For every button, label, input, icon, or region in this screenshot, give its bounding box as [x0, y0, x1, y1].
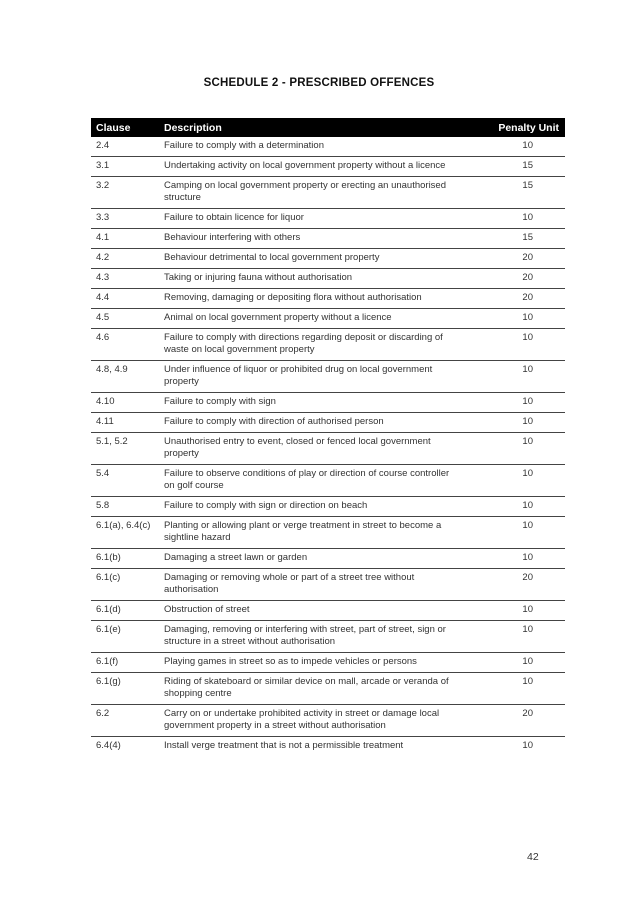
- table-row: [91, 137, 565, 157]
- clause-cell: 6.1(b): [96, 552, 121, 563]
- penalty-cell: 10: [522, 212, 533, 223]
- table-row: [91, 653, 565, 673]
- table-row: [91, 673, 565, 705]
- clause-cell: 5.1, 5.2: [96, 436, 128, 447]
- description-cell: Failure to obtain licence for liquor: [164, 212, 304, 223]
- penalty-cell: 10: [522, 140, 533, 151]
- table-row: [91, 157, 565, 177]
- table-body: [91, 137, 565, 756]
- table-row: [91, 433, 565, 465]
- description-cell: Undertaking activity on local government property without a licence: [164, 160, 446, 171]
- penalty-cell: 10: [522, 604, 533, 615]
- description-cell: Failure to comply with sign: [164, 396, 276, 407]
- table-row: [91, 549, 565, 569]
- table-row: [91, 465, 565, 497]
- penalty-cell: 15: [522, 160, 533, 171]
- table-row: [91, 289, 565, 309]
- clause-cell: 4.3: [96, 272, 110, 283]
- penalty-cell: 20: [522, 272, 533, 283]
- penalty-cell: 10: [522, 500, 533, 511]
- clause-cell: 5.4: [96, 468, 110, 479]
- table-row: [91, 177, 565, 209]
- penalty-cell: 10: [522, 552, 533, 563]
- clause-cell: 6.1(a), 6.4(c): [96, 520, 151, 531]
- table-row: [91, 497, 565, 517]
- clause-cell: 3.1: [96, 160, 110, 171]
- penalty-cell: 10: [522, 740, 533, 751]
- clause-cell: 3.3: [96, 212, 110, 223]
- description-cell: Failure to comply with sign or direction on beach: [164, 500, 368, 511]
- clause-cell: 6.1(e): [96, 624, 121, 635]
- table-row: [91, 309, 565, 329]
- penalty-cell: 10: [522, 332, 533, 343]
- description-cell: Failure to observe conditions of play or direction of course controller on golf course: [164, 468, 450, 491]
- table-row: [91, 517, 565, 549]
- table-row: [91, 361, 565, 393]
- clause-cell: 4.4: [96, 292, 110, 303]
- clause-cell: 4.1: [96, 232, 110, 243]
- penalty-cell: 10: [522, 436, 533, 447]
- description-cell: Playing games in street so as to impede vehicles or persons: [164, 656, 417, 667]
- description-cell: Camping on local government property or erecting an unauthorised structure: [164, 180, 446, 203]
- description-cell: Unauthorised entry to event, closed or fenced local government property: [164, 436, 431, 459]
- description-cell: Removing, damaging or depositing flora without authorisation: [164, 292, 422, 303]
- penalty-cell: 10: [522, 676, 533, 687]
- penalty-cell: 10: [522, 520, 533, 531]
- description-cell: Failure to comply with a determination: [164, 140, 324, 151]
- clause-cell: 6.2: [96, 708, 110, 719]
- description-cell: Install verge treatment that is not a permissible treatment: [164, 740, 404, 751]
- penalty-cell: 15: [522, 180, 533, 191]
- table-row: [91, 269, 565, 289]
- clause-cell: 6.1(c): [96, 572, 121, 583]
- header-description: Description: [159, 118, 458, 137]
- clause-cell: 4.8, 4.9: [96, 364, 128, 375]
- description-cell: Taking or injuring fauna without authorisation: [164, 272, 353, 283]
- penalty-cell: 10: [522, 468, 533, 479]
- description-cell: Damaging or removing whole or part of a street tree without authorisation: [164, 572, 415, 595]
- clause-cell: 6.4(4): [96, 740, 121, 751]
- penalty-cell: 10: [522, 624, 533, 635]
- penalty-cell: 20: [522, 292, 533, 303]
- clause-cell: 3.2: [96, 180, 110, 191]
- penalty-cell: 10: [522, 312, 533, 323]
- description-cell: Damaging a street lawn or garden: [164, 552, 308, 563]
- table-row: [91, 705, 565, 737]
- description-cell: Failure to comply with directions regarding deposit or discarding of waste on local government property: [164, 332, 443, 355]
- page-title: SCHEDULE 2 - PRESCRIBED OFFENCES: [203, 77, 435, 89]
- table-row: [91, 249, 565, 269]
- description-cell: Obstruction of street: [164, 604, 250, 615]
- page-number: 42: [527, 851, 539, 863]
- header-clause: Clause: [91, 118, 159, 137]
- description-cell: Failure to comply with direction of authorised person: [164, 416, 384, 427]
- header-penalty-unit: Penalty Unit: [458, 118, 565, 137]
- description-cell: Behaviour interfering with others: [164, 232, 301, 243]
- clause-cell: 4.5: [96, 312, 110, 323]
- table-row: [91, 601, 565, 621]
- clause-cell: 4.11: [96, 416, 114, 427]
- clause-cell: 6.1(g): [96, 676, 121, 687]
- clause-cell: 4.2: [96, 252, 110, 263]
- penalty-cell: 10: [522, 416, 533, 427]
- table-header-row: [91, 118, 565, 137]
- clause-cell: 4.6: [96, 332, 110, 343]
- table-row: [91, 621, 565, 653]
- penalty-cell: 10: [522, 396, 533, 407]
- description-cell: Planting or allowing plant or verge treatment in street to become a sightline hazard: [164, 520, 442, 543]
- clause-cell: 2.4: [96, 140, 110, 151]
- clause-cell: 4.10: [96, 396, 115, 407]
- penalty-cell: 20: [522, 252, 533, 263]
- description-cell: Under influence of liquor or prohibited drug on local government property: [164, 364, 433, 387]
- description-cell: Behaviour detrimental to local government property: [164, 252, 380, 263]
- clause-cell: 6.1(f): [96, 656, 119, 667]
- penalty-cell: 10: [522, 656, 533, 667]
- penalty-cell: 15: [522, 232, 533, 243]
- penalty-cell: 20: [522, 572, 533, 583]
- offences-table: [91, 118, 565, 756]
- description-cell: Animal on local government property without a licence: [164, 312, 392, 323]
- clause-cell: 5.8: [96, 500, 110, 511]
- penalty-cell: 20: [522, 708, 533, 719]
- description-cell: Damaging, removing or interfering with street, part of street, sign or structure in a street without authorisation: [164, 624, 446, 647]
- table-row: [91, 209, 565, 229]
- table-row: [91, 413, 565, 433]
- clause-cell: 6.1(d): [96, 604, 121, 615]
- penalty-cell: 10: [522, 364, 533, 375]
- table-row: [91, 229, 565, 249]
- description-cell: Carry on or undertake prohibited activity in street or damage local government property in a street without authorisation: [164, 708, 440, 731]
- table-row: [91, 737, 565, 757]
- description-cell: Riding of skateboard or similar device on mall, arcade or veranda of shopping centre: [164, 676, 449, 699]
- table-row: [91, 393, 565, 413]
- table-row: [91, 569, 565, 601]
- table-row: [91, 329, 565, 361]
